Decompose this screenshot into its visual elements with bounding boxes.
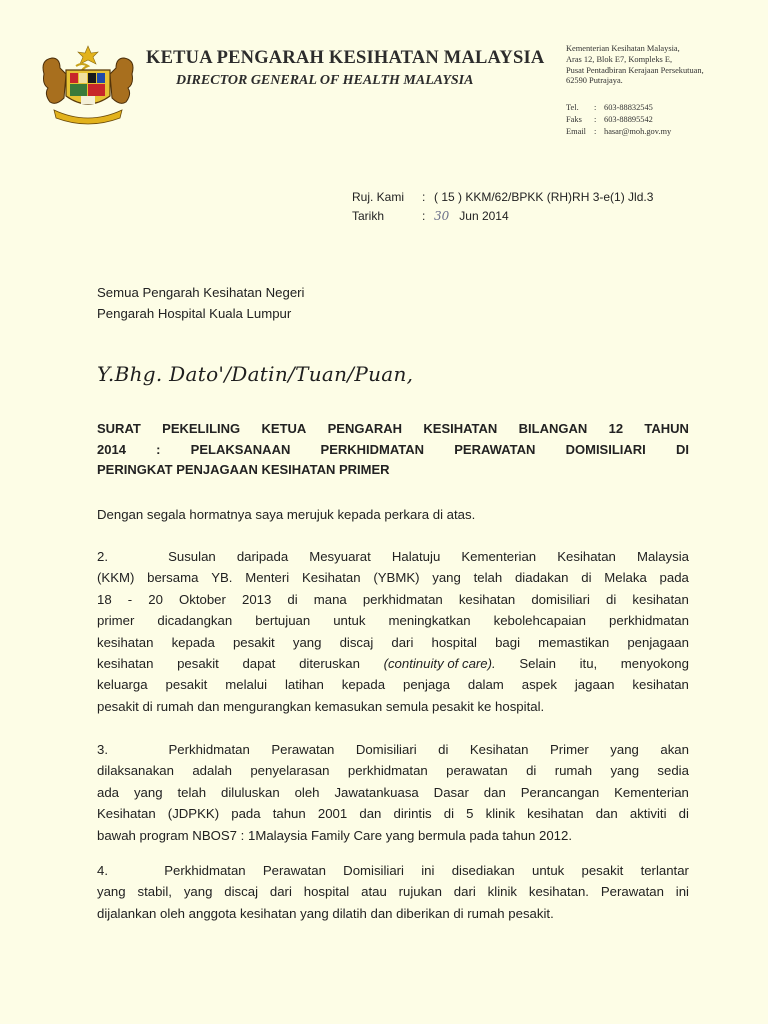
word: dari — [269, 884, 292, 900]
text-line — [97, 825, 689, 846]
text-line — [97, 567, 689, 588]
word: KESIHATAN — [423, 421, 498, 436]
word: Menteri — [245, 570, 290, 586]
word: memastikan — [538, 634, 610, 650]
word: diluluskan — [221, 784, 280, 800]
word: Mesyuarat — [309, 549, 371, 564]
word: ada — [97, 784, 120, 800]
word: bertujuan — [255, 613, 311, 629]
text-line — [97, 881, 689, 902]
word: hospital — [303, 884, 350, 900]
word: dan — [595, 806, 618, 822]
word: terlantar — [640, 863, 689, 878]
word: ini — [421, 863, 435, 878]
word: oleh — [294, 784, 320, 800]
word: Domisiliari — [355, 742, 417, 757]
word: daripada — [236, 549, 289, 564]
word: dirintis — [393, 806, 432, 822]
word: Kesihatan — [301, 570, 361, 586]
paragraph-4 — [97, 860, 689, 924]
text-line — [97, 440, 689, 461]
word: klinik — [487, 884, 517, 900]
word: kesihatan — [632, 591, 689, 607]
word: PELAKSANAAN — [190, 441, 291, 457]
word: aspek — [521, 677, 557, 693]
word: ini — [675, 884, 689, 900]
word: kebolehcapaian — [493, 613, 587, 629]
word: primer — [97, 613, 135, 629]
text-line — [97, 696, 689, 717]
address-line: 62590 Putrajaya. — [566, 76, 623, 86]
word: Perkhidmatan — [164, 863, 246, 878]
word: sedia — [657, 763, 689, 779]
paragraph-number: 2. — [97, 549, 108, 564]
letterhead-contacts — [566, 102, 762, 138]
word: discaj — [224, 884, 259, 900]
word: Kesihatan — [97, 806, 156, 822]
word: yang — [432, 570, 461, 586]
contact-tel: Tel. : 603-88832545 — [566, 103, 653, 112]
word: telah — [177, 784, 207, 800]
word: telah — [473, 570, 503, 586]
text-line — [97, 782, 689, 803]
word: Perawatan — [600, 884, 664, 900]
text-line — [97, 653, 689, 674]
contact-value: 603-88895542 — [604, 115, 653, 124]
word: perawatan — [446, 763, 508, 779]
reference-label: Ruj. Kami — [352, 190, 405, 204]
word: Oktober — [178, 591, 226, 607]
text-line — [97, 674, 689, 695]
italic-phrase: (continuity of care). — [383, 656, 496, 672]
word: melalui — [225, 677, 268, 693]
text-line — [97, 760, 689, 781]
word: Halatuju — [391, 549, 441, 564]
word: kesihatan — [527, 806, 584, 822]
word: 20 — [148, 591, 163, 607]
paragraph-2 — [97, 546, 689, 717]
word: 12 — [608, 421, 624, 436]
malaysia-coat-of-arms-icon — [36, 44, 140, 126]
word: di — [678, 806, 689, 822]
word: di — [606, 591, 617, 607]
word: aktiviti — [629, 806, 667, 822]
word: stabil, — [137, 884, 172, 900]
word: discaj — [339, 634, 374, 650]
word: yang — [97, 884, 126, 900]
word: pada — [231, 806, 261, 822]
text-line — [97, 546, 689, 567]
recipients — [97, 282, 304, 324]
recipient-line: Semua Pengarah Kesihatan Negeri — [97, 285, 305, 300]
word: rumah — [554, 763, 593, 779]
word: dari — [453, 884, 476, 900]
text-line — [97, 860, 689, 881]
word: kesihatan — [97, 656, 154, 672]
word: bersama — [147, 570, 199, 586]
word: Kementerian — [461, 549, 537, 564]
word: kesihatan — [632, 677, 689, 693]
date-row: Tarikh : 30 Jun 2014 — [352, 207, 653, 226]
word: KETUA — [261, 421, 307, 436]
word: (YBMK) — [373, 570, 420, 586]
word: Jawatankuasa — [334, 784, 419, 800]
word: Susulan — [168, 549, 216, 564]
word: PEKELILING — [162, 421, 241, 436]
word: Kesihatan — [469, 742, 529, 757]
word: keluarga — [97, 677, 148, 693]
reference-row: Ruj. Kami : ( 15 ) KKM/62/BPKK (RH)RH 3-e(1) Jld.3 — [352, 188, 653, 207]
word: rujukan — [398, 884, 442, 900]
contact-value: hasar@moh.gov.my — [604, 127, 672, 136]
word: adalah — [192, 763, 232, 779]
date-day-handwritten: 30 — [434, 209, 450, 223]
paragraph-3 — [97, 739, 689, 846]
text-line — [97, 803, 689, 824]
text-line — [97, 589, 689, 610]
word: dan — [359, 806, 382, 822]
word: tahun — [272, 806, 306, 822]
word: BILANGAN — [518, 421, 588, 436]
word: diteruskan — [299, 656, 360, 672]
word: di — [438, 742, 449, 757]
word: perkhidmatan — [347, 763, 428, 779]
word: YB. — [211, 570, 233, 586]
word: 2014 — [97, 441, 126, 457]
word: di — [443, 806, 455, 822]
word: yang — [610, 763, 640, 779]
word: pesakit — [177, 656, 219, 672]
word: penjaga — [403, 677, 450, 693]
word: untuk — [532, 863, 565, 878]
word: kesihatan. — [528, 884, 589, 900]
word: meningkatkan — [388, 613, 471, 629]
word: 2001 — [317, 806, 348, 822]
word: latihan — [284, 677, 324, 693]
paragraph-number: 3. — [97, 742, 108, 757]
word: Domisiliari — [343, 863, 404, 878]
letter-subject — [97, 419, 689, 481]
reference-value: ( 15 ) KKM/62/BPKK (RH)RH 3-e(1) Jld.3 — [434, 190, 654, 204]
word: untuk — [333, 613, 366, 629]
word: perkhidmatan — [609, 613, 689, 629]
intro-text: Dengan segala hormatnya saya merujuk kepada perkara di atas. — [97, 507, 476, 522]
text-line — [97, 739, 689, 760]
contact-label: Faks — [566, 115, 582, 124]
date-month-year: Jun 2014 — [459, 209, 509, 223]
word: : — [156, 441, 161, 457]
address-line: Pusat Pentadbiran Kerajaan Persekutuan, — [566, 65, 704, 75]
salutation: Y.Bhg. Dato'/Datin/Tuan/Puan, — [97, 362, 414, 386]
word: kepada — [341, 677, 386, 693]
contact-email: Email : hasar@moh.gov.my — [566, 127, 672, 136]
word: yang — [610, 742, 639, 757]
word: pesakit di rumah dan mengurangkan kemasukan semula pesakit ke hospital. — [97, 698, 545, 714]
word: PERINGKAT PENJAGAAN KESIHATAN PRIMER — [97, 462, 390, 477]
word: di — [581, 570, 592, 586]
word: - — [127, 591, 133, 607]
word: DI — [675, 441, 689, 457]
address-line: Kementerian Kesihatan Malaysia, — [566, 44, 680, 53]
word: penjagaan — [627, 634, 689, 650]
word: di — [526, 763, 537, 779]
date-label: Tarikh — [352, 209, 385, 223]
word: disediakan — [451, 863, 515, 878]
word: kesihatan — [97, 634, 154, 650]
word: Perancangan — [520, 784, 600, 800]
word: di — [287, 591, 298, 607]
word: jagaan — [574, 677, 615, 693]
word: DOMISILIARI — [565, 441, 646, 457]
word: bawah program NBOS7 : 1Malaysia Family Care yang bermula pada tahun 2012. — [97, 827, 573, 843]
word: dapat — [242, 656, 276, 672]
word: PENGARAH — [327, 421, 403, 436]
word: Kementerian — [614, 784, 689, 800]
word: mana — [313, 591, 347, 607]
word: Perawatan — [271, 742, 335, 757]
recipient-line: Pengarah Hospital Kuala Lumpur — [97, 306, 292, 321]
address-line: Aras 12, Blok E7, Kompleks E, — [566, 54, 673, 64]
word: yang — [183, 884, 213, 900]
word: hospital — [431, 634, 477, 650]
word: perkhidmatan — [362, 591, 443, 607]
text-line — [97, 632, 689, 653]
word: (JDPKK) — [167, 806, 220, 822]
word: penyelarasan — [250, 763, 330, 779]
word: PERKHIDMATAN — [320, 441, 425, 457]
word: klinik — [485, 806, 515, 822]
word: atau — [361, 884, 387, 900]
paragraph-number: 4. — [97, 863, 108, 878]
word: Dasar — [433, 784, 469, 800]
word: Malaysia — [636, 549, 689, 564]
word: PERAWATAN — [454, 441, 536, 457]
word: 5 — [466, 806, 474, 822]
word: pada — [659, 570, 689, 586]
word: dijalankan oleh anggota kesihatan yang dilatih dan diberikan di rumah pesakit. — [97, 905, 554, 921]
word: itu, — [579, 656, 598, 672]
reference-block — [352, 188, 653, 226]
text-line — [97, 419, 689, 440]
word: yang — [133, 784, 163, 800]
word: pesakit — [232, 634, 275, 650]
letterhead-address — [566, 44, 762, 87]
word: (KKM) — [97, 570, 135, 586]
letterhead-title: KETUA PENGARAH KESIHATAN MALAYSIA — [146, 48, 545, 68]
word: dicadangkan — [157, 613, 233, 629]
text-line — [97, 610, 689, 631]
contact-value: 603-88832545 — [604, 103, 653, 112]
text-line — [97, 903, 689, 924]
word: dan — [483, 784, 506, 800]
word: dalam — [467, 677, 504, 693]
word: dari — [391, 634, 414, 650]
contact-label: Tel. — [566, 103, 579, 112]
word: Melaka — [604, 570, 647, 586]
word: 2013 — [241, 591, 272, 607]
word: pesakit — [165, 677, 208, 693]
word: bagi — [495, 634, 521, 650]
word: dilaksanakan — [97, 763, 174, 779]
word: diadakan — [514, 570, 569, 586]
word: menyokong — [620, 656, 689, 672]
word: Selain — [519, 656, 556, 672]
word: SURAT — [97, 421, 141, 436]
word: pesakit — [581, 863, 624, 878]
word: kepada — [171, 634, 215, 650]
contact-label: Email — [566, 127, 587, 136]
word: yang — [292, 634, 322, 650]
text-line — [97, 460, 689, 481]
letterhead-subtitle: DIRECTOR GENERAL OF HEALTH MALAYSIA — [176, 73, 474, 88]
word: Kesihatan — [557, 549, 616, 564]
word: akan — [660, 742, 689, 757]
word: domisiliari — [531, 591, 590, 607]
word: Perkhidmatan — [168, 742, 250, 757]
word: 18 — [97, 591, 112, 607]
intro-paragraph — [97, 504, 689, 525]
word: Perawatan — [262, 863, 326, 878]
contact-fax: Faks : 603-88895542 — [566, 115, 653, 124]
word: kesihatan — [458, 591, 516, 607]
word: TAHUN — [644, 421, 689, 436]
word: Primer — [549, 742, 589, 757]
